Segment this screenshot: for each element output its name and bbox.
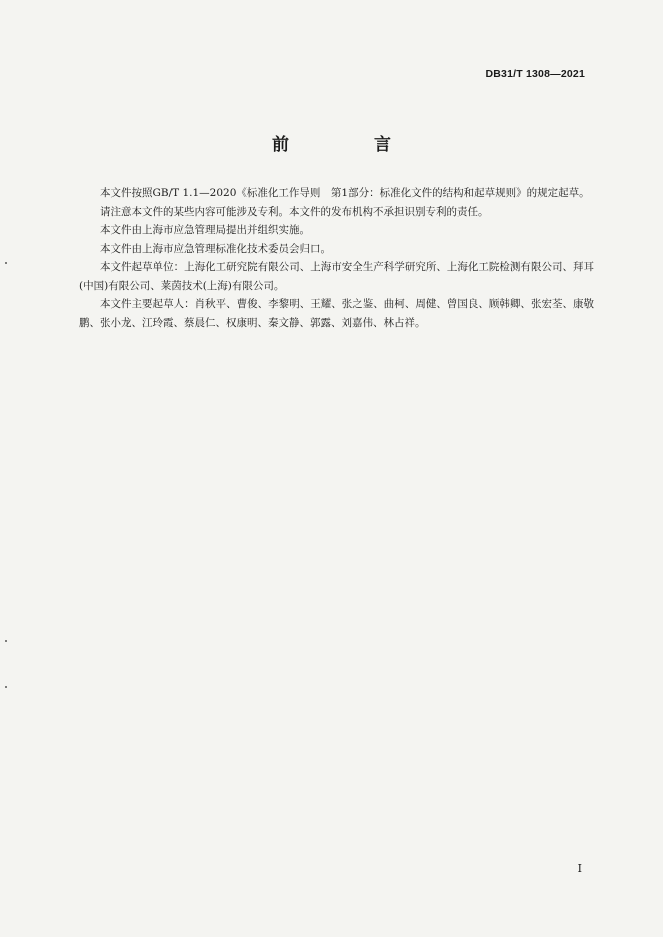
scan-speck xyxy=(5,262,7,264)
paragraph-drafting-units: 本文件起草单位：上海化工研究院有限公司、上海市安全生产科学研究所、上海化工院检测有限公司、拜耳(中国)有限公司、莱茵技术(上海)有限公司。 xyxy=(79,261,594,292)
standard-code: DB31/T 1308—2021 xyxy=(485,68,585,80)
paragraph-patent-notice: 请注意本文件的某些内容可能涉及专利。本文件的发布机构不承担识别专利的责任。 xyxy=(100,205,489,218)
scan-speck xyxy=(5,640,7,642)
page-number: I xyxy=(577,862,582,875)
foreword-body xyxy=(79,184,594,332)
paragraph-proposer: 本文件由上海市应急管理局提出并组织实施。 xyxy=(100,224,310,236)
scan-speck xyxy=(5,686,7,688)
paragraph-drafting-rules: 本文件按照GB/T 1.1—2020《标准化工作导则 第1部分：标准化文件的结构和起草规则》的规定起草。 xyxy=(100,187,590,199)
page-title: 前 言 xyxy=(272,135,425,155)
paragraph-drafters: 本文件主要起草人：肖秋平、曹俊、李黎明、王耀、张之鉴、曲柯、周健、曾国良、顾韩卿、张宏荃、康敬鹏、张小龙、江玲霞、蔡晨仁、权康明、秦文静、郭露、刘嘉伟、林占祥。 xyxy=(79,298,594,329)
paragraph-committee: 本文件由上海市应急管理标准化技术委员会归口。 xyxy=(100,242,331,255)
